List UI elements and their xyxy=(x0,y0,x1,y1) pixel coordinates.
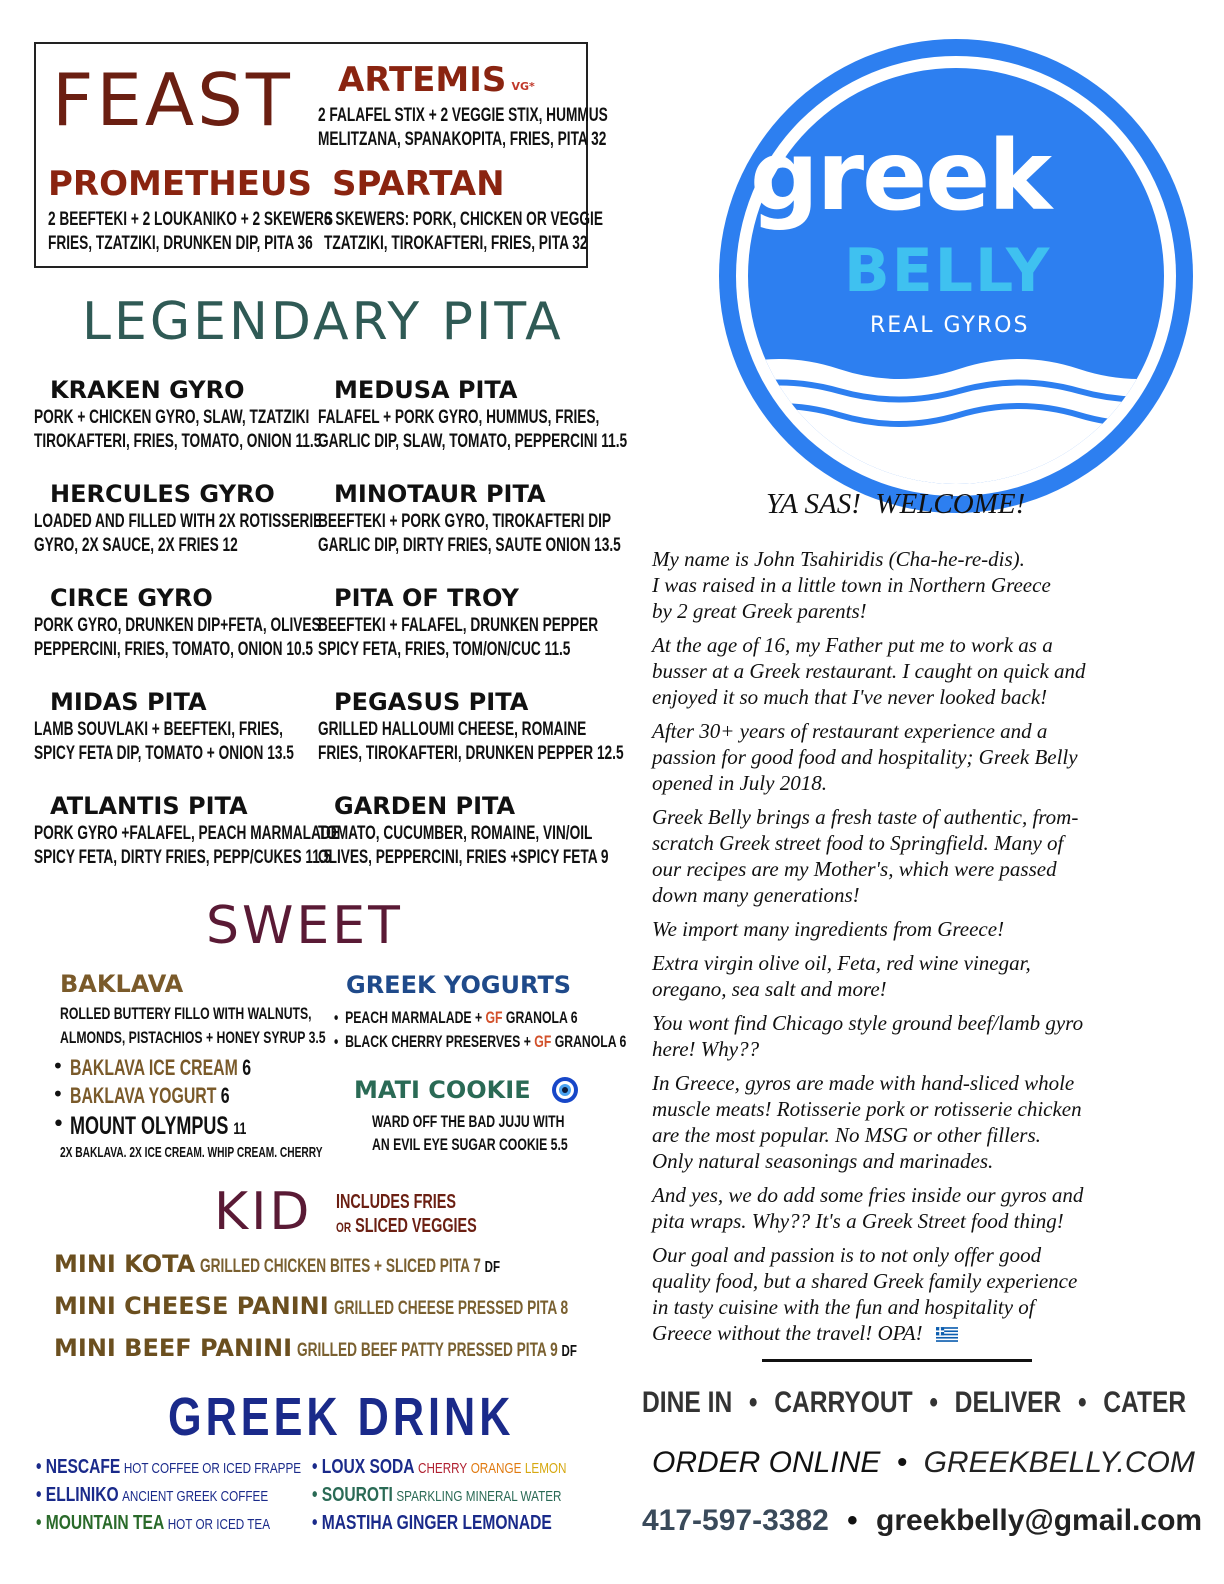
mount-olympus-name: MOUNT OLYMPUS xyxy=(70,1112,229,1140)
story-line: We import many ingredients from Greece! xyxy=(652,917,1005,941)
greek-drink-title: GREEK DRINK xyxy=(168,1387,515,1447)
drink-desc: HOT COFFEE OR ICED FRAPPE xyxy=(123,1460,302,1477)
drink-desc: HOT OR ICED TEA xyxy=(167,1516,270,1533)
story-line: passion for good food and hospitality; Greek Belly xyxy=(652,745,1078,769)
separator-dot: • xyxy=(1077,1386,1087,1419)
bullet-icon: • xyxy=(52,1082,64,1106)
baklava-ice-cream-price: 6 xyxy=(242,1055,252,1080)
story-line: Greek Belly brings a fresh taste of authentic, from- xyxy=(652,805,1079,829)
yogurt-item-text: PEACH MARMALADE + xyxy=(345,1008,483,1027)
drink-name: LOUX SODA xyxy=(321,1456,415,1478)
mati-cookie-desc-line1: WARD OFF THE BAD JUJU WITH xyxy=(372,1112,565,1131)
menu-item-name: MINOTAUR PITA xyxy=(334,480,546,508)
baklava-yogurt-price: 6 xyxy=(220,1083,230,1108)
service-carryout: CARRYOUT xyxy=(774,1386,913,1419)
menu-item-desc-line1: LOADED AND FILLED WITH 2X ROTISSERIE xyxy=(34,511,323,532)
prometheus-desc-line2: FRIES, TZATZIKI, DRUNKEN DIP, PITA 36 xyxy=(48,233,313,254)
menu-item-desc-line2: GARLIC DIP, SLAW, TOMATO, PEPPERCINI 11.5 xyxy=(318,431,628,452)
menu-item-name: MEDUSA PITA xyxy=(334,376,518,404)
logo-word-belly: BELLY xyxy=(844,236,1052,306)
menu-item-desc-line2: FRIES, TIROKAFTERI, DRUNKEN PEPPER 12.5 xyxy=(318,743,624,764)
menu-item xyxy=(334,376,518,404)
prometheus-desc-line1: 2 BEEFTEKI + 2 LOUKANIKO + 2 SKEWERS xyxy=(48,209,334,230)
menu-item-desc xyxy=(34,614,321,662)
story-line: And yes, we do add some fries inside our gyros and xyxy=(652,1183,1084,1207)
story-paragraph xyxy=(652,1242,1212,1348)
story-paragraph xyxy=(652,1070,1212,1174)
story-line: enjoyed it so much that I've never looked back! xyxy=(652,685,1048,709)
logo-tagline: REAL GYROS xyxy=(870,313,1030,338)
kid-title: KID xyxy=(214,1182,313,1242)
drink-item: • NESCAFE HOT COFFEE OR ICED FRAPPE xyxy=(36,1456,302,1478)
kid-item-desc xyxy=(200,1256,500,1278)
yogurt-item: • BLACK CHERRY PRESERVES + GF GRANOLA 6 xyxy=(334,1032,627,1051)
baklava-desc-line1: ROLLED BUTTERY FILLO WITH WALNUTS, xyxy=(60,1004,312,1023)
greek-yogurts-name: GREEK YOGURTS xyxy=(346,971,572,999)
separator-dot: • xyxy=(748,1386,758,1419)
menu-item xyxy=(50,584,213,612)
contact-line xyxy=(642,1504,1202,1538)
menu-item xyxy=(334,480,546,508)
welcome-story xyxy=(652,546,1212,1356)
menu-item-desc-line2: GYRO, 2X SAUCE, 2X FRIES 12 xyxy=(34,535,238,556)
story-line: Extra virgin olive oil, Feta, red wine vinegar, xyxy=(652,951,1031,975)
story-line: busser at a Greek restaurant. I caught on quick and xyxy=(652,659,1086,683)
mount-olympus xyxy=(70,1112,246,1141)
yogurt-item-price: GRANOLA 6 xyxy=(505,1008,578,1027)
drink-item: • LOUX SODA CHERRY ORANGE LEMON xyxy=(312,1456,567,1478)
menu-item-desc xyxy=(34,822,340,870)
kid-note-line2 xyxy=(336,1214,477,1239)
menu-item-desc-line1: PORK GYRO, DRUNKEN DIP+FETA, OLIVES xyxy=(34,615,321,636)
story-line: Only natural seasonings and marinades. xyxy=(652,1149,994,1173)
menu-item-desc-line1: TOMATO, CUCUMBER, ROMAINE, VIN/OIL xyxy=(318,823,593,844)
menu-item-desc-line1: PORK GYRO +FALAFEL, PEACH MARMALADE xyxy=(34,823,340,844)
menu-item xyxy=(334,688,528,716)
drink-item: • MOUNTAIN TEA HOT OR ICED TEA xyxy=(36,1512,270,1534)
menu-item-desc xyxy=(34,510,322,558)
story-line: scratch Greek street food to Springfield. Many of xyxy=(652,831,1064,855)
menu-item xyxy=(50,792,248,820)
menu-item-desc xyxy=(318,718,624,766)
yogurt-item-price: GRANOLA 6 xyxy=(554,1032,627,1051)
story-line: In Greece, gyros are made with hand-sliced whole xyxy=(652,1071,1075,1095)
menu-item-desc xyxy=(318,510,621,558)
menu-item-name: HERCULES GYRO xyxy=(50,480,275,508)
menu-item-desc-line2: GARLIC DIP, DIRTY FRIES, SAUTE ONION 13.5 xyxy=(318,535,621,556)
menu-item xyxy=(50,688,207,716)
artemis-desc-line2: MELITZANA, SPANAKOPITA, FRIES, PITA 32 xyxy=(318,129,607,150)
separator-dot: • xyxy=(847,1504,858,1537)
story-line: Our goal and passion is to not only offer good xyxy=(652,1243,1042,1267)
soda-flavor: LEMON xyxy=(524,1460,567,1477)
dairy-free-tag: DF xyxy=(484,1259,501,1276)
story-paragraph xyxy=(652,1010,1212,1062)
kid-item-desc-text: GRILLED CHEESE PRESSED PITA 8 xyxy=(333,1298,568,1319)
bullet-icon: • xyxy=(52,1112,65,1137)
drink-desc: SPARKLING MINERAL WATER xyxy=(396,1488,562,1505)
story-paragraph xyxy=(652,632,1212,710)
menu-item xyxy=(50,376,245,404)
kid-item-desc xyxy=(297,1340,577,1362)
menu-item xyxy=(334,792,515,820)
kid-item-name: MINI BEEF PANINI xyxy=(54,1334,293,1362)
kid-note-line1: INCLUDES FRIES xyxy=(336,1191,457,1213)
story-line: After 30+ years of restaurant experience and a xyxy=(652,719,1048,743)
kid-item-desc-text: GRILLED BEEF PATTY PRESSED PITA 9 xyxy=(297,1340,558,1361)
menu-item-name: ATLANTIS PITA xyxy=(50,792,248,820)
drink-desc: ANCIENT GREEK COFFEE xyxy=(122,1488,269,1505)
story-line: in tasty cuisine with the fun and hospitality of xyxy=(652,1295,1035,1319)
soda-flavor: ORANGE xyxy=(470,1460,522,1477)
yogurt-item: • PEACH MARMALADE + GF GRANOLA 6 xyxy=(334,1008,578,1027)
story-line: At the age of 16, my Father put me to work as a xyxy=(652,633,1053,657)
artemis-name: ARTEMIS xyxy=(338,60,507,100)
artemis-desc xyxy=(318,104,608,152)
spartan-name: SPARTAN xyxy=(332,164,505,204)
kid-item-name: MINI CHEESE PANINI xyxy=(54,1292,329,1320)
menu-item-desc-line1: GRILLED HALLOUMI CHEESE, ROMAINE xyxy=(318,719,587,740)
menu-item-name: MIDAS PITA xyxy=(50,688,207,716)
menu-item-name: GARDEN PITA xyxy=(334,792,516,820)
email-link[interactable]: greekbelly@gmail.com xyxy=(876,1504,1203,1537)
logo-word-greek: greek xyxy=(750,120,1051,232)
kid-item-desc xyxy=(334,1298,568,1320)
menu-item-desc-line1: BEEFTEKI + FALAFEL, DRUNKEN PEPPER xyxy=(318,615,599,636)
service-cater: CATER xyxy=(1103,1386,1187,1419)
service-deliver: DELIVER xyxy=(954,1386,1062,1419)
yogurt-item-text: BLACK CHERRY PRESERVES + xyxy=(345,1032,531,1051)
menu-item-desc-line2: SPICY FETA, DIRTY FRIES, PEPP/CUKES 11.5 xyxy=(34,847,332,868)
menu-item-desc-line2: SPICY FETA DIP, TOMATO + ONION 13.5 xyxy=(34,743,294,764)
menu-item-name: PITA OF TROY xyxy=(334,584,519,612)
kid-note xyxy=(336,1190,477,1239)
story-line: our recipes are my Mother's, which were passed xyxy=(652,857,1057,881)
story-paragraph xyxy=(652,1182,1212,1234)
mati-cookie-desc-line2: AN EVIL EYE SUGAR COOKIE 5.5 xyxy=(372,1135,568,1154)
legendary-pita-title: LEGENDARY PITA xyxy=(82,292,564,352)
story-line: by 2 great Greek parents! xyxy=(652,599,867,623)
kid-item-name: MINI KOTA xyxy=(54,1250,196,1278)
evil-eye-icon xyxy=(551,1076,579,1104)
kid-item-desc-text: GRILLED CHICKEN BITES + SLICED PITA 7 xyxy=(200,1256,482,1277)
story-line: My name is John Tsahiridis (Cha-he-re-dis). xyxy=(652,547,1025,571)
drink-item: • MASTIHA GINGER LEMONADE xyxy=(312,1512,552,1534)
menu-item-desc xyxy=(318,614,598,662)
story-paragraph xyxy=(652,804,1212,908)
yogurt-list xyxy=(334,1006,626,1054)
menu-item-desc xyxy=(318,406,627,454)
menu-item-desc xyxy=(34,718,294,766)
menu-item-desc-line2: SPICY FETA, FRIES, TOM/ON/CUC 11.5 xyxy=(318,639,571,660)
prometheus-desc xyxy=(48,208,333,256)
order-online-line xyxy=(652,1446,1195,1480)
story-paragraph xyxy=(652,950,1212,1002)
service-dine-in: DINE IN xyxy=(642,1386,733,1419)
artemis-desc-line1: 2 FALAFEL STIX + 2 VEGGIE STIX, HUMMUS xyxy=(318,105,608,126)
mati-cookie-name: MATI COOKIE xyxy=(354,1076,531,1104)
drink-name: NESCAFE xyxy=(45,1456,121,1478)
story-line: down many generations! xyxy=(652,883,860,907)
baklava-ice-cream xyxy=(70,1055,251,1081)
menu-item-desc xyxy=(318,822,609,870)
mount-olympus-desc: 2X BAKLAVA. 2X ICE CREAM. WHIP CREAM. CHERRY xyxy=(60,1144,323,1161)
menu-item-desc xyxy=(34,406,321,454)
menu-item-desc-line2: TIROKAFTERI, FRIES, TOMATO, ONION 11.5 xyxy=(34,431,322,452)
separator-dot: • xyxy=(896,1446,908,1479)
baklava-yogurt xyxy=(70,1083,230,1109)
separator-dot: • xyxy=(929,1386,938,1419)
drink-item: • SOUROTI SPARKLING MINERAL WATER xyxy=(312,1484,562,1506)
story-line: You wont find Chicago style ground beef/lamb gyro xyxy=(652,1011,1084,1035)
prometheus-name: PROMETHEUS xyxy=(48,164,313,204)
feast-title: FEAST xyxy=(52,58,293,142)
story-paragraph xyxy=(652,718,1212,796)
drink-name: MASTIHA GINGER LEMONADE xyxy=(321,1512,552,1534)
spartan-desc-line1: 6 SKEWERS: PORK, CHICKEN OR VEGGIE xyxy=(324,209,603,230)
mount-olympus-price: 11 xyxy=(233,1119,247,1138)
kid-menu-item xyxy=(54,1334,686,1362)
vegan-badge: VG* xyxy=(511,80,535,93)
spartan-desc xyxy=(324,208,603,256)
soda-flavor: CHERRY xyxy=(418,1460,468,1477)
baklava-desc xyxy=(60,1002,326,1050)
drink-name: MOUNTAIN TEA xyxy=(45,1512,165,1534)
story-line: here! Why?? xyxy=(652,1037,760,1061)
story-paragraph xyxy=(652,916,1212,942)
drink-name: ELLINIKO xyxy=(45,1484,119,1506)
story-line: quality food, but a shared Greek family experience xyxy=(652,1269,1078,1293)
menu-item-desc-line1: BEEFTEKI + PORK GYRO, TIROKAFTERI DIP xyxy=(318,511,612,532)
story-line: are the most popular. No MSG or other fillers. xyxy=(652,1123,1041,1147)
mati-cookie-desc xyxy=(372,1110,568,1156)
menu-item-desc-line2: OLIVES, PEPPERCINI, FRIES +SPICY FETA 9 xyxy=(318,847,609,868)
footer-divider xyxy=(762,1359,1032,1362)
menu-item-desc-line1: PORK + CHICKEN GYRO, SLAW, TZATZIKI xyxy=(34,407,310,428)
menu-item-name: PEGASUS PITA xyxy=(334,688,529,716)
kid-menu-item xyxy=(54,1250,617,1278)
baklava-desc-line2: ALMONDS, PISTACHIOS + HONEY SYRUP 3.5 xyxy=(60,1028,326,1047)
story-paragraph xyxy=(652,546,1212,624)
menu-item-desc-line1: FALAFEL + PORK GYRO, HUMMUS, FRIES, xyxy=(318,407,600,428)
story-line: opened in July 2018. xyxy=(652,771,827,795)
baklava-yogurt-name: BAKLAVA YOGURT xyxy=(70,1083,217,1108)
gluten-free-tag: GF xyxy=(485,1008,503,1027)
dairy-free-tag: DF xyxy=(561,1343,577,1360)
baklava-ice-cream-name: BAKLAVA ICE CREAM xyxy=(70,1055,238,1080)
kid-note-veggies: SLICED VEGGIES xyxy=(355,1215,477,1237)
greek-flag-icon xyxy=(936,1322,958,1348)
drink-name: SOUROTI xyxy=(321,1484,393,1506)
menu-item-desc-line2: PEPPERCINI, FRIES, TOMATO, ONION 10.5 xyxy=(34,639,313,660)
baklava-name: BAKLAVA xyxy=(60,970,184,998)
order-online-label: ORDER ONLINE xyxy=(652,1446,881,1479)
gluten-free-tag: GF xyxy=(534,1032,552,1051)
website-link[interactable]: GREEKBELLY.COM xyxy=(923,1446,1195,1479)
bullet-icon: • xyxy=(52,1054,64,1078)
menu-item-name: CIRCE GYRO xyxy=(50,584,213,612)
services-line xyxy=(642,1386,1186,1420)
kid-note-or: OR xyxy=(336,1219,352,1235)
artemis-heading xyxy=(338,60,535,100)
story-line: pita wraps. Why?? It's a Greek Street food thing! xyxy=(652,1209,1064,1233)
menu-item xyxy=(334,584,519,612)
phone-number[interactable]: 417-597-3382 xyxy=(642,1504,829,1537)
sweet-title: SWEET xyxy=(206,896,403,956)
welcome-heading: YA SAS! WELCOME! xyxy=(766,488,1026,520)
menu-item xyxy=(50,480,275,508)
menu-item-name: KRAKEN GYRO xyxy=(50,376,245,404)
story-line: oregano, sea salt and more! xyxy=(652,977,887,1001)
spartan-desc-line2: TZATZIKI, TIROKAFTERI, FRIES, PITA 32 xyxy=(324,233,588,254)
story-line: I was raised in a little town in Northern Greece xyxy=(652,573,1051,597)
menu-item-desc-line1: LAMB SOUVLAKI + BEEFTEKI, FRIES, xyxy=(34,719,283,740)
story-line: muscle meats! Rotisserie pork or rotisserie chicken xyxy=(652,1097,1082,1121)
kid-menu-item xyxy=(54,1292,659,1320)
story-line: Greece without the travel! OPA! xyxy=(652,1321,923,1345)
drink-item: • ELLINIKO ANCIENT GREEK COFFEE xyxy=(36,1484,269,1506)
